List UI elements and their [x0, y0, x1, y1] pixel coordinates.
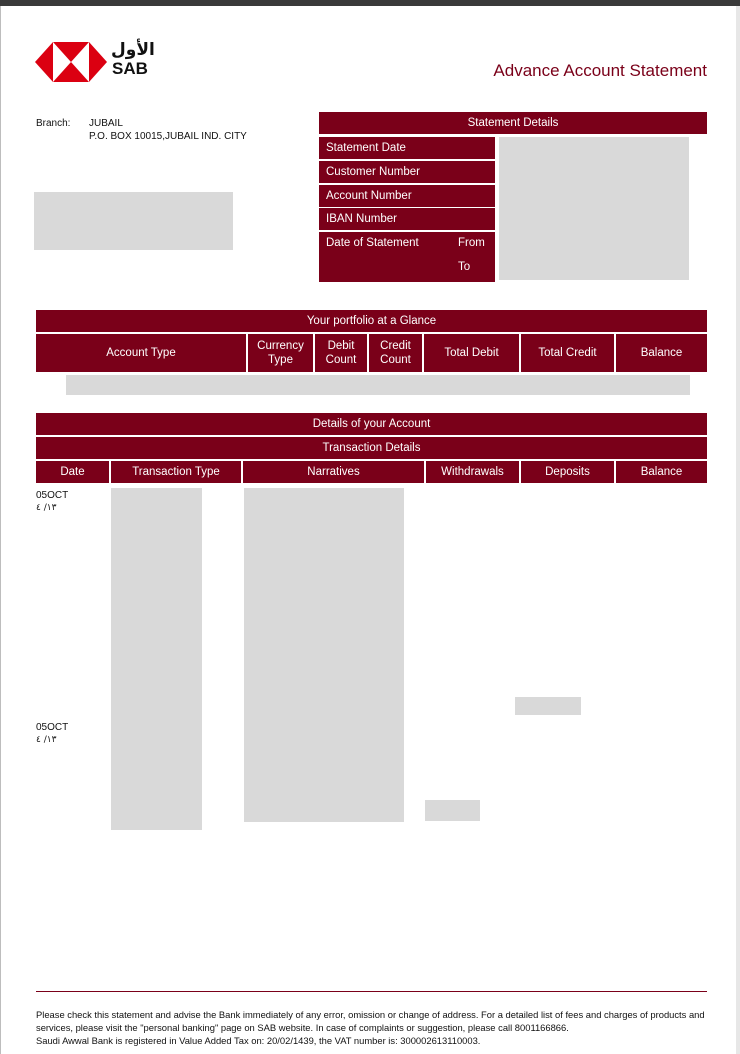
redacted-narratives: [244, 488, 404, 822]
statement-date-label: Statement Date: [319, 137, 495, 159]
col-debit-count-line1: Debit: [327, 340, 355, 352]
page-title: Advance Account Statement: [493, 61, 707, 80]
col-transaction-type: Transaction Type: [111, 461, 241, 483]
customer-number-label: Customer Number: [319, 161, 495, 183]
transaction-row-2-date: [36, 721, 68, 747]
hexagon-logo-icon: [35, 42, 107, 82]
col-portfolio-balance: Balance: [616, 334, 707, 372]
iban-number-label: IBAN Number: [319, 208, 495, 230]
col-deposits: Deposits: [521, 461, 614, 483]
redacted-customer-address: [34, 192, 233, 250]
date-of-statement-label: Date of Statement: [326, 237, 419, 249]
portfolio-heading: Your portfolio at a Glance: [36, 310, 707, 332]
redacted-transaction-types: [111, 488, 202, 830]
col-credit-count-line2: Count: [380, 354, 411, 366]
col-debit-count-line2: Count: [325, 354, 357, 366]
col-withdrawals: Withdrawals: [426, 461, 519, 483]
footer-divider: [36, 991, 707, 992]
col-debit-count: [315, 334, 367, 372]
statement-page: [0, 6, 736, 1054]
footer-vat-text: Saudi Awwal Bank is registered in Value Added Tax on: 20/02/1439, the VAT number is: 300002613110003.: [36, 1035, 481, 1046]
col-total-debit: Total Debit: [424, 334, 519, 372]
branch-name: JUBAIL: [89, 118, 123, 129]
sab-logo: [35, 40, 155, 80]
branch-label: Branch:: [36, 118, 71, 129]
col-narratives: Narratives: [243, 461, 424, 483]
account-details-heading: Details of your Account: [36, 413, 707, 435]
date-of-statement-box: [319, 232, 495, 282]
col-transaction-balance: Balance: [616, 461, 707, 483]
col-total-credit: Total Credit: [521, 334, 614, 372]
date-english: 05OCT: [36, 490, 69, 501]
transaction-row-1-date: [36, 489, 68, 515]
col-date: Date: [36, 461, 109, 483]
redacted-withdrawal-amount: [425, 800, 480, 821]
redacted-portfolio-row: [66, 375, 690, 395]
logo-latin-text: SAB: [112, 59, 148, 78]
to-label: To: [458, 261, 471, 273]
redacted-statement-values: [499, 137, 689, 280]
date-arabic: ١٣/ ٤: [36, 503, 57, 513]
col-currency-type: [248, 334, 313, 372]
col-currency-type-line2: Type: [268, 354, 293, 366]
col-account-type: Account Type: [36, 334, 246, 372]
footer-notice-text: Please check this statement and advise the Bank immediately of any error, omission or change of address. For a detailed list of fees and charges of products and services, please visit the "personal banking" page on SAB website. In case of complaints or suggestion, please call 8001166866.: [36, 1009, 705, 1033]
branch-address: P.O. BOX 10015,JUBAIL IND. CITY: [89, 131, 247, 142]
date-english: 05OCT: [36, 722, 69, 733]
account-number-label: Account Number: [319, 185, 495, 207]
footer-notice: [36, 1008, 711, 1047]
redacted-deposit-amount: [515, 697, 581, 715]
transaction-details-heading: Transaction Details: [36, 437, 707, 459]
col-credit-count-line1: Credit: [380, 340, 411, 352]
statement-details-heading: Statement Details: [319, 112, 707, 134]
col-credit-count: [369, 334, 422, 372]
date-arabic: ١٣/ ٤: [36, 735, 57, 745]
from-label: From: [458, 237, 485, 249]
col-currency-type-line1: Currency: [257, 340, 304, 352]
logo-arabic-text: الأول: [111, 40, 155, 60]
